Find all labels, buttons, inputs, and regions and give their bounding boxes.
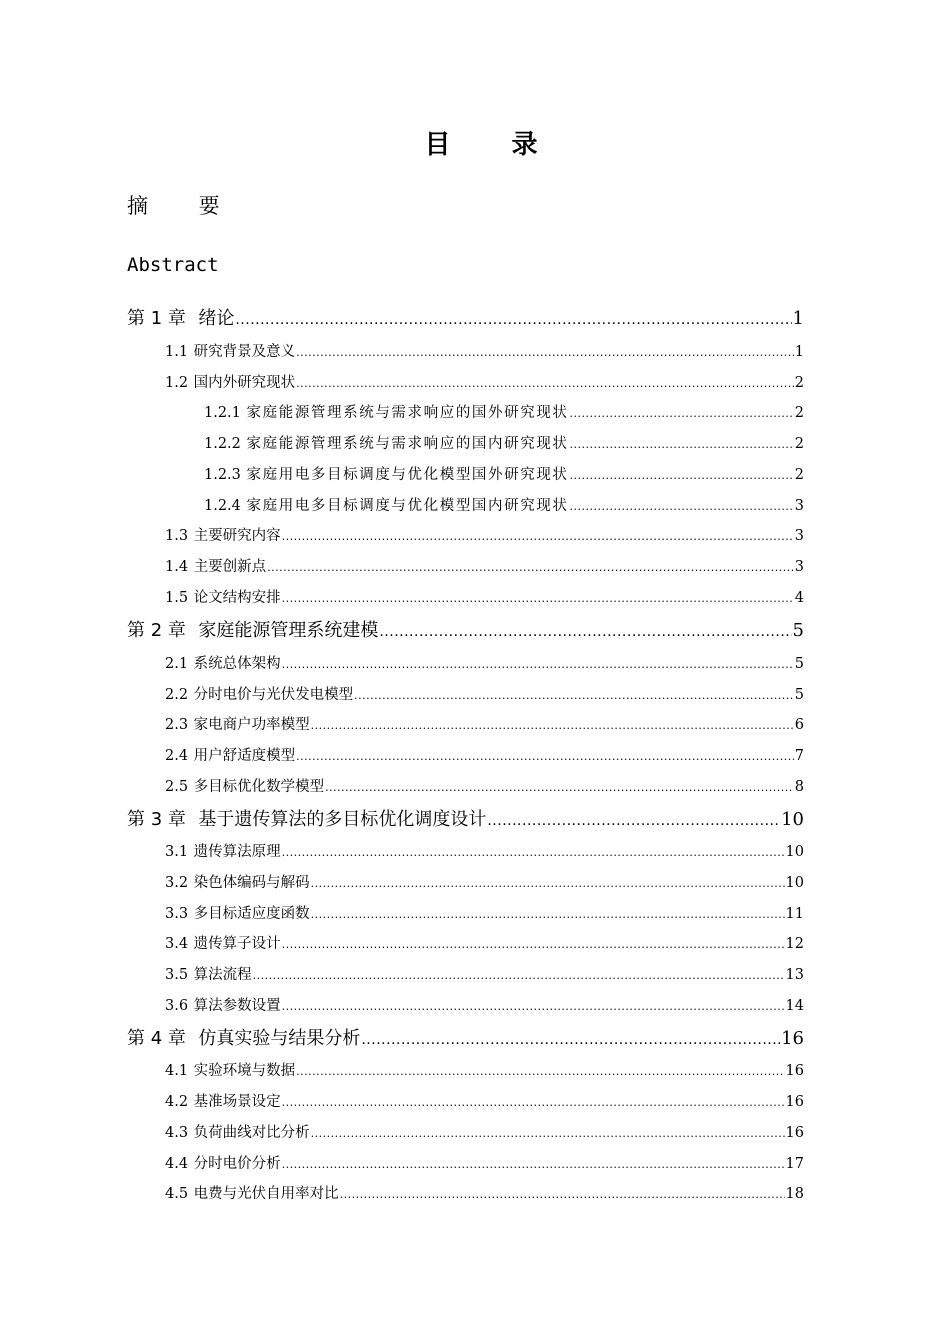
toc-entry-page-number: 5 — [792, 620, 804, 641]
dot-leader — [570, 469, 794, 482]
toc-entry-page-number: 17 — [785, 1156, 804, 1172]
toc-entry[interactable] — [165, 524, 804, 545]
toc-entry[interactable] — [204, 432, 804, 453]
toc-entry-title: 基于遗传算法的多目标优化调度设计 — [198, 809, 487, 830]
toc-entry-title: 负荷曲线对比分析 — [193, 1125, 310, 1141]
dot-leader — [311, 1127, 785, 1140]
toc-entry[interactable] — [165, 371, 804, 392]
toc-entry-page-number: 4 — [794, 590, 804, 606]
toc-entry-label — [165, 340, 295, 361]
toc-entry-label — [127, 1024, 360, 1050]
toc-entry-number: 4.1 — [165, 1063, 189, 1079]
toc-entry-label — [127, 304, 234, 330]
dot-leader — [311, 877, 785, 890]
toc-entry-number: 4.4 — [165, 1156, 189, 1172]
dot-leader — [296, 750, 794, 763]
dot-leader — [296, 346, 794, 359]
toc-entry-number: 4.2 — [165, 1094, 189, 1110]
toc-entry-page-number: 2 — [794, 375, 804, 391]
toc-entry-label — [165, 1059, 295, 1080]
toc-entry-title: 分时电价分析 — [193, 1156, 281, 1172]
dot-leader — [325, 781, 794, 794]
toc-entry-label — [165, 1090, 281, 1111]
toc-entry[interactable] — [165, 713, 804, 734]
toc-entry-page-number: 3 — [794, 528, 804, 544]
toc-entry-title: 家庭用电多目标调度与优化模型国内研究现状 — [246, 498, 569, 514]
toc-entry-page-number: 16 — [781, 1028, 804, 1049]
toc-entry[interactable] — [165, 1182, 804, 1203]
toc-entry-label — [127, 805, 486, 831]
dot-leader — [282, 938, 785, 951]
toc-entry[interactable] — [165, 683, 804, 704]
dot-leader — [296, 377, 794, 390]
toc-entry[interactable] — [127, 616, 804, 642]
dot-leader — [570, 438, 794, 451]
toc-entry-label — [165, 1182, 339, 1203]
toc-entry-label — [204, 401, 569, 422]
toc-entry-number: 4.5 — [165, 1186, 189, 1202]
toc-entry-abstract-cn[interactable]: 摘 要 — [127, 194, 242, 218]
toc-title: 目 录 — [424, 130, 564, 160]
toc-entry-label — [165, 713, 310, 734]
toc-entry-title: 实验环境与数据 — [193, 1063, 296, 1079]
toc-entry-title: 多目标适应度函数 — [193, 906, 310, 922]
toc-entry-page-number: 7 — [794, 748, 804, 764]
toc-entry-page-number: 10 — [785, 875, 804, 891]
dot-leader — [570, 500, 794, 513]
toc-entry-label — [165, 994, 281, 1015]
toc-entry-label — [165, 586, 281, 607]
toc-entry-label — [165, 1152, 281, 1173]
toc-entry-title: 研究背景及意义 — [193, 344, 296, 360]
toc-entry-title: 电费与光伏自用率对比 — [193, 1186, 339, 1202]
toc-entry-page-number: 12 — [785, 936, 804, 952]
toc-entry[interactable] — [165, 963, 804, 984]
dot-leader — [282, 1096, 785, 1109]
toc-entry-page-number: 16 — [785, 1094, 804, 1110]
toc-entry[interactable] — [127, 1024, 804, 1050]
toc-entry-title: 论文结构安排 — [193, 590, 281, 606]
dot-leader — [361, 1032, 780, 1048]
toc-entry-title: 遗传算子设计 — [193, 936, 281, 952]
toc-entry-label — [165, 555, 266, 576]
dot-leader — [282, 1158, 785, 1171]
dot-leader — [296, 1065, 784, 1078]
dot-leader — [570, 407, 794, 420]
toc-entry[interactable] — [165, 652, 804, 673]
toc-entry-number: 1.2 — [165, 375, 189, 391]
toc-entry-title: 基准场景设定 — [193, 1094, 281, 1110]
dot-leader — [267, 561, 794, 574]
toc-entry-number: 3.5 — [165, 967, 189, 983]
toc-entry-page-number: 1 — [792, 308, 804, 329]
toc-entry-abstract-en[interactable]: Abstract — [127, 254, 219, 276]
toc-entry-title: 算法参数设置 — [193, 998, 281, 1014]
toc-entry-label — [165, 524, 281, 545]
toc-entry-number: 3.1 — [165, 844, 189, 860]
toc-entry-number: 1.3 — [165, 528, 189, 544]
toc-entry-title: 分时电价与光伏发电模型 — [193, 687, 354, 703]
toc-entry-number: 第 4 章 — [127, 1028, 186, 1049]
toc-entry-number: 2.1 — [165, 656, 189, 672]
toc-entry-label — [165, 902, 310, 923]
toc-entry[interactable] — [165, 586, 804, 607]
toc-entry-page-number: 14 — [785, 998, 804, 1014]
toc-entry[interactable] — [165, 840, 804, 861]
dot-leader — [311, 908, 785, 921]
toc-entry-title: 多目标优化数学模型 — [193, 779, 325, 795]
toc-entry-label — [204, 432, 569, 453]
toc-entry-number: 1.1 — [165, 344, 189, 360]
toc-entry-title: 家庭能源管理系统与需求响应的国外研究现状 — [246, 405, 569, 421]
toc-entry-page-number: 16 — [785, 1063, 804, 1079]
toc-entry-number: 第 2 章 — [127, 620, 186, 641]
toc-entry-number: 1.2.3 — [204, 467, 241, 483]
toc-entry-label — [165, 1121, 310, 1142]
toc-entry-number: 2.4 — [165, 748, 189, 764]
toc-entry-label — [165, 744, 295, 765]
toc-entry-label — [165, 683, 353, 704]
toc-entry[interactable] — [165, 340, 804, 361]
toc-entry-number: 1.2.2 — [204, 436, 241, 452]
toc-entry-title: 家庭能源管理系统建模 — [198, 620, 379, 641]
toc-entry-page-number: 5 — [794, 656, 804, 672]
dot-leader — [340, 1188, 785, 1201]
dot-leader — [282, 592, 794, 605]
toc-entry-label — [165, 963, 252, 984]
toc-entry[interactable] — [204, 494, 804, 515]
dot-leader — [282, 658, 794, 671]
toc-entry[interactable] — [165, 871, 804, 892]
dot-leader — [253, 969, 785, 982]
toc-entry-title: 家庭能源管理系统与需求响应的国内研究现状 — [246, 436, 569, 452]
toc-entry-page-number: 3 — [794, 559, 804, 575]
toc-entry-page-number: 10 — [781, 809, 804, 830]
toc-entry[interactable] — [127, 304, 804, 330]
toc-entry[interactable] — [165, 1090, 804, 1111]
toc-entry-page-number: 13 — [785, 967, 804, 983]
toc-entry[interactable] — [165, 902, 804, 923]
dot-leader — [354, 689, 794, 702]
toc-entry-title: 仿真实验与结果分析 — [198, 1028, 361, 1049]
toc-entry-title: 家庭用电多目标调度与优化模型国外研究现状 — [246, 467, 569, 483]
toc-entry-page-number: 5 — [794, 687, 804, 703]
toc-entry-number: 2.3 — [165, 717, 189, 733]
toc-entry-number: 1.5 — [165, 590, 189, 606]
toc-entry-page-number: 2 — [794, 405, 804, 421]
toc-entry[interactable] — [165, 1059, 804, 1080]
dot-leader — [235, 312, 791, 328]
toc-entry-page-number: 1 — [794, 344, 804, 360]
dot-leader — [282, 1000, 785, 1013]
toc-entry-page-number: 8 — [794, 779, 804, 795]
toc-entry-number: 1.4 — [165, 559, 189, 575]
toc-entry-page-number: 2 — [794, 467, 804, 483]
dot-leader — [282, 846, 785, 859]
toc-entry-number: 3.6 — [165, 998, 189, 1014]
dot-leader — [282, 530, 794, 543]
toc-entry-number: 2.5 — [165, 779, 189, 795]
toc-entry-page-number: 6 — [794, 717, 804, 733]
toc-entry-number: 1.2.4 — [204, 498, 241, 514]
toc-entry[interactable] — [165, 555, 804, 576]
toc-entry-title: 染色体编码与解码 — [193, 875, 310, 891]
toc-entry-number: 1.2.1 — [204, 405, 241, 421]
toc-entry-page-number: 10 — [785, 844, 804, 860]
toc-entry-title: 绪论 — [198, 308, 235, 329]
toc-entry[interactable] — [204, 463, 804, 484]
toc-entry[interactable] — [165, 932, 804, 953]
toc-entry[interactable] — [204, 401, 804, 422]
toc-entry[interactable] — [165, 1121, 804, 1142]
toc-entry-page-number: 2 — [794, 436, 804, 452]
dot-leader — [379, 624, 791, 640]
toc-entry-label — [165, 932, 281, 953]
toc-entry-number: 3.3 — [165, 906, 189, 922]
toc-entry-label — [165, 840, 281, 861]
toc-entry-label — [204, 463, 569, 484]
dot-leader — [487, 813, 780, 829]
toc-entry-page-number: 18 — [785, 1186, 804, 1202]
toc-entry[interactable] — [165, 775, 804, 796]
toc-entry-title: 遗传算法原理 — [193, 844, 281, 860]
toc-entry-number: 第 1 章 — [127, 308, 186, 329]
toc-entry-title: 家电商户功率模型 — [193, 717, 310, 733]
toc-entry-page-number: 3 — [794, 498, 804, 514]
toc-entry-label — [165, 871, 310, 892]
toc-entry-title: 主要研究内容 — [193, 528, 281, 544]
toc-entry[interactable] — [165, 744, 804, 765]
toc-entry-label — [127, 616, 378, 642]
toc-entry-number: 3.4 — [165, 936, 189, 952]
toc-entry-number: 第 3 章 — [127, 809, 186, 830]
toc-entry-title: 主要创新点 — [193, 559, 267, 575]
toc-entry-number: 3.2 — [165, 875, 189, 891]
toc-entry-number: 4.3 — [165, 1125, 189, 1141]
toc-entry-label — [165, 371, 295, 392]
toc-entry-number: 2.2 — [165, 687, 189, 703]
toc-entry-label — [165, 775, 324, 796]
toc-entry-title: 算法流程 — [193, 967, 252, 983]
toc-entry-page-number: 16 — [785, 1125, 804, 1141]
toc-entry-label — [165, 652, 281, 673]
toc-entry[interactable] — [165, 994, 804, 1015]
toc-entry[interactable] — [165, 1152, 804, 1173]
dot-leader — [311, 719, 794, 732]
toc-entry-title: 系统总体架构 — [193, 656, 281, 672]
toc-entry[interactable] — [127, 805, 804, 831]
toc-entry-title: 用户舒适度模型 — [193, 748, 296, 764]
toc-entry-label — [204, 494, 569, 515]
toc-entry-page-number: 11 — [785, 906, 804, 922]
toc-entry-title: 国内外研究现状 — [193, 375, 296, 391]
